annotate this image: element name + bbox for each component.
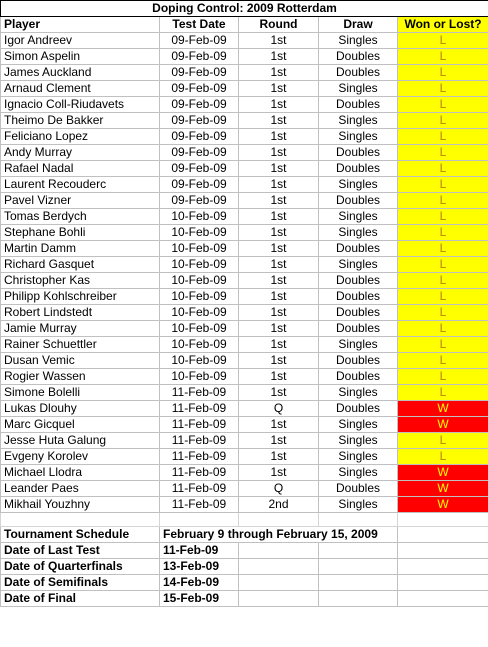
draw-cell[interactable]: Doubles: [319, 193, 398, 209]
round-cell[interactable]: 1st: [239, 289, 319, 305]
table-row: [1, 225, 488, 241]
draw-cell[interactable]: Doubles: [319, 481, 398, 497]
result-cell[interactable]: L: [398, 113, 488, 129]
draw-cell[interactable]: Doubles: [319, 305, 398, 321]
draw-cell[interactable]: Singles: [319, 177, 398, 193]
table-row: [1, 129, 488, 145]
test-date-cell[interactable]: 09-Feb-09: [160, 193, 239, 209]
player-cell[interactable]: Andy Murray: [1, 145, 160, 161]
result-cell[interactable]: L: [398, 33, 488, 49]
result-cell[interactable]: L: [398, 369, 488, 385]
test-date-cell[interactable]: 10-Feb-09: [160, 273, 239, 289]
table-row: [1, 305, 488, 321]
empty-cell[interactable]: [319, 559, 398, 575]
draw-cell[interactable]: Singles: [319, 433, 398, 449]
test-date-cell[interactable]: 11-Feb-09: [160, 401, 239, 417]
draw-cell[interactable]: Singles: [319, 337, 398, 353]
table-row: [1, 465, 488, 481]
test-date-cell[interactable]: 10-Feb-09: [160, 225, 239, 241]
table-row: [1, 497, 488, 513]
draw-cell[interactable]: Doubles: [319, 369, 398, 385]
table-row: [1, 449, 488, 465]
empty-cell[interactable]: [239, 543, 319, 559]
table-row: [1, 289, 488, 305]
table-row: [1, 145, 488, 161]
result-cell[interactable]: L: [398, 257, 488, 273]
test-date-cell[interactable]: 11-Feb-09: [160, 433, 239, 449]
result-cell[interactable]: L: [398, 433, 488, 449]
round-cell[interactable]: 1st: [239, 65, 319, 81]
round-cell[interactable]: 1st: [239, 33, 319, 49]
test-date-cell[interactable]: 09-Feb-09: [160, 97, 239, 113]
result-cell[interactable]: L: [398, 449, 488, 465]
player-cell[interactable]: Pavel Vizner: [1, 193, 160, 209]
round-cell[interactable]: 1st: [239, 241, 319, 257]
result-cell[interactable]: L: [398, 273, 488, 289]
player-cell[interactable]: Philipp Kohlschreiber: [1, 289, 160, 305]
round-cell[interactable]: 1st: [239, 193, 319, 209]
empty-cell[interactable]: [239, 513, 319, 527]
header-row: [1, 17, 488, 33]
draw-cell[interactable]: Doubles: [319, 321, 398, 337]
test-date-cell[interactable]: 10-Feb-09: [160, 305, 239, 321]
table-row: [1, 161, 488, 177]
draw-cell[interactable]: Singles: [319, 465, 398, 481]
schedule-row: [1, 543, 488, 559]
result-cell[interactable]: L: [398, 241, 488, 257]
round-cell[interactable]: 1st: [239, 97, 319, 113]
schedule-value[interactable]: 13-Feb-09: [160, 559, 239, 575]
draw-cell[interactable]: Doubles: [319, 161, 398, 177]
empty-cell[interactable]: [398, 559, 488, 575]
round-cell[interactable]: 1st: [239, 353, 319, 369]
table-row: [1, 417, 488, 433]
test-date-cell[interactable]: 11-Feb-09: [160, 449, 239, 465]
result-cell[interactable]: L: [398, 177, 488, 193]
test-date-cell[interactable]: 09-Feb-09: [160, 145, 239, 161]
table-row: [1, 81, 488, 97]
schedule-label[interactable]: Date of Quarterfinals: [1, 559, 160, 575]
test-date-cell[interactable]: 09-Feb-09: [160, 113, 239, 129]
player-cell[interactable]: Michael Llodra: [1, 465, 160, 481]
empty-cell[interactable]: [239, 559, 319, 575]
draw-cell[interactable]: Singles: [319, 497, 398, 513]
result-cell[interactable]: L: [398, 353, 488, 369]
draw-cell[interactable]: Singles: [319, 225, 398, 241]
draw-cell[interactable]: Doubles: [319, 241, 398, 257]
schedule-label[interactable]: Date of Last Test: [1, 543, 160, 559]
empty-cell[interactable]: [398, 513, 488, 527]
round-cell[interactable]: 2nd: [239, 497, 319, 513]
result-cell[interactable]: L: [398, 305, 488, 321]
test-date-cell[interactable]: 09-Feb-09: [160, 177, 239, 193]
schedule-label[interactable]: Tournament Schedule: [1, 527, 160, 543]
empty-cell[interactable]: [319, 513, 398, 527]
empty-cell[interactable]: [398, 575, 488, 591]
draw-cell[interactable]: Doubles: [319, 289, 398, 305]
result-cell[interactable]: L: [398, 193, 488, 209]
round-cell[interactable]: 1st: [239, 385, 319, 401]
test-date-cell[interactable]: 10-Feb-09: [160, 209, 239, 225]
test-date-cell[interactable]: 09-Feb-09: [160, 161, 239, 177]
table-row: [1, 433, 488, 449]
test-date-cell[interactable]: 10-Feb-09: [160, 369, 239, 385]
sheet-title[interactable]: Doping Control: 2009 Rotterdam: [1, 1, 488, 17]
result-cell[interactable]: W: [398, 465, 488, 481]
player-cell[interactable]: Jamie Murray: [1, 321, 160, 337]
table-row: [1, 49, 488, 65]
test-date-cell[interactable]: 09-Feb-09: [160, 129, 239, 145]
test-date-cell[interactable]: 11-Feb-09: [160, 385, 239, 401]
round-cell[interactable]: 1st: [239, 145, 319, 161]
player-cell[interactable]: Simon Aspelin: [1, 49, 160, 65]
round-cell[interactable]: 1st: [239, 449, 319, 465]
round-cell[interactable]: 1st: [239, 369, 319, 385]
schedule-value[interactable]: 14-Feb-09: [160, 575, 239, 591]
empty-cell[interactable]: [239, 591, 319, 607]
player-cell[interactable]: Rogier Wassen: [1, 369, 160, 385]
schedule-value[interactable]: February 9 through February 15, 2009: [160, 527, 398, 543]
header-draw[interactable]: Draw: [319, 17, 398, 33]
result-cell[interactable]: L: [398, 225, 488, 241]
player-cell[interactable]: Ignacio Coll-Riudavets: [1, 97, 160, 113]
result-cell[interactable]: W: [398, 401, 488, 417]
table-row: [1, 97, 488, 113]
result-cell[interactable]: W: [398, 481, 488, 497]
table-row: [1, 385, 488, 401]
table-row: [1, 369, 488, 385]
player-cell[interactable]: Tomas Berdych: [1, 209, 160, 225]
round-cell[interactable]: Q: [239, 401, 319, 417]
player-cell[interactable]: Christopher Kas: [1, 273, 160, 289]
header-won-or-lost[interactable]: Won or Lost?: [398, 17, 488, 33]
player-cell[interactable]: Arnaud Clement: [1, 81, 160, 97]
draw-cell[interactable]: Singles: [319, 113, 398, 129]
table-row: [1, 209, 488, 225]
test-date-cell[interactable]: 10-Feb-09: [160, 289, 239, 305]
round-cell[interactable]: 1st: [239, 177, 319, 193]
draw-cell[interactable]: Doubles: [319, 145, 398, 161]
empty-cell[interactable]: [319, 543, 398, 559]
table-row: [1, 257, 488, 273]
spacer-row: [1, 513, 488, 527]
player-cell[interactable]: Mikhail Youzhny: [1, 497, 160, 513]
table-row: [1, 177, 488, 193]
player-cell[interactable]: Dusan Vemic: [1, 353, 160, 369]
empty-cell[interactable]: [160, 513, 239, 527]
round-cell[interactable]: 1st: [239, 321, 319, 337]
round-cell[interactable]: 1st: [239, 225, 319, 241]
schedule-label[interactable]: Date of Semifinals: [1, 575, 160, 591]
draw-cell[interactable]: Singles: [319, 129, 398, 145]
schedule-label[interactable]: Date of Final: [1, 591, 160, 607]
player-cell[interactable]: Robert Lindstedt: [1, 305, 160, 321]
result-cell[interactable]: L: [398, 65, 488, 81]
test-date-cell[interactable]: 10-Feb-09: [160, 257, 239, 273]
round-cell[interactable]: 1st: [239, 113, 319, 129]
header-round[interactable]: Round: [239, 17, 319, 33]
player-cell[interactable]: Laurent Recouderc: [1, 177, 160, 193]
test-date-cell[interactable]: 09-Feb-09: [160, 33, 239, 49]
draw-cell[interactable]: Singles: [319, 385, 398, 401]
result-cell[interactable]: L: [398, 209, 488, 225]
schedule-row: [1, 575, 488, 591]
table-row: [1, 273, 488, 289]
test-date-cell[interactable]: 10-Feb-09: [160, 321, 239, 337]
empty-cell[interactable]: [398, 591, 488, 607]
round-cell[interactable]: 1st: [239, 273, 319, 289]
draw-cell[interactable]: Singles: [319, 209, 398, 225]
empty-cell[interactable]: [239, 575, 319, 591]
schedule-row: [1, 591, 488, 607]
round-cell[interactable]: 1st: [239, 209, 319, 225]
draw-cell[interactable]: Singles: [319, 417, 398, 433]
table-row: [1, 193, 488, 209]
result-cell[interactable]: L: [398, 161, 488, 177]
draw-cell[interactable]: Doubles: [319, 65, 398, 81]
test-date-cell[interactable]: 11-Feb-09: [160, 497, 239, 513]
test-date-cell[interactable]: 10-Feb-09: [160, 241, 239, 257]
table-row: [1, 337, 488, 353]
result-cell[interactable]: L: [398, 129, 488, 145]
test-date-cell[interactable]: 09-Feb-09: [160, 49, 239, 65]
empty-cell[interactable]: [319, 591, 398, 607]
result-cell[interactable]: L: [398, 97, 488, 113]
player-cell[interactable]: Richard Gasquet: [1, 257, 160, 273]
round-cell[interactable]: 1st: [239, 337, 319, 353]
round-cell[interactable]: 1st: [239, 49, 319, 65]
schedule-value[interactable]: 11-Feb-09: [160, 543, 239, 559]
player-cell[interactable]: Martin Damm: [1, 241, 160, 257]
player-cell[interactable]: Evgeny Korolev: [1, 449, 160, 465]
draw-cell[interactable]: Doubles: [319, 273, 398, 289]
test-date-cell[interactable]: 09-Feb-09: [160, 81, 239, 97]
empty-cell[interactable]: [1, 513, 160, 527]
player-cell[interactable]: Stephane Bohli: [1, 225, 160, 241]
round-cell[interactable]: Q: [239, 481, 319, 497]
player-cell[interactable]: Simone Bolelli: [1, 385, 160, 401]
result-cell[interactable]: L: [398, 385, 488, 401]
empty-cell[interactable]: [319, 575, 398, 591]
test-date-cell[interactable]: 11-Feb-09: [160, 481, 239, 497]
player-cell[interactable]: Leander Paes: [1, 481, 160, 497]
player-cell[interactable]: Rainer Schuettler: [1, 337, 160, 353]
round-cell[interactable]: 1st: [239, 433, 319, 449]
test-date-cell[interactable]: 11-Feb-09: [160, 465, 239, 481]
test-date-cell[interactable]: 09-Feb-09: [160, 65, 239, 81]
round-cell[interactable]: 1st: [239, 129, 319, 145]
result-cell[interactable]: W: [398, 417, 488, 433]
round-cell[interactable]: 1st: [239, 81, 319, 97]
schedule-value[interactable]: 15-Feb-09: [160, 591, 239, 607]
table-row: [1, 401, 488, 417]
schedule-row: [1, 559, 488, 575]
player-cell[interactable]: Igor Andreev: [1, 33, 160, 49]
result-cell[interactable]: L: [398, 337, 488, 353]
player-cell[interactable]: Jesse Huta Galung: [1, 433, 160, 449]
header-player[interactable]: Player: [1, 17, 160, 33]
round-cell[interactable]: 1st: [239, 417, 319, 433]
draw-cell[interactable]: Doubles: [319, 49, 398, 65]
test-date-cell[interactable]: 10-Feb-09: [160, 337, 239, 353]
table-row: [1, 353, 488, 369]
draw-cell[interactable]: Singles: [319, 33, 398, 49]
title-row: [1, 1, 488, 17]
table-row: [1, 241, 488, 257]
player-cell[interactable]: Marc Gicquel: [1, 417, 160, 433]
draw-cell[interactable]: Doubles: [319, 401, 398, 417]
result-cell[interactable]: L: [398, 49, 488, 65]
player-cell[interactable]: Lukas Dlouhy: [1, 401, 160, 417]
table-row: [1, 481, 488, 497]
round-cell[interactable]: 1st: [239, 465, 319, 481]
player-cell[interactable]: Feliciano Lopez: [1, 129, 160, 145]
draw-cell[interactable]: Singles: [319, 257, 398, 273]
empty-cell[interactable]: [398, 527, 488, 543]
player-cell[interactable]: Theimo De Bakker: [1, 113, 160, 129]
round-cell[interactable]: 1st: [239, 305, 319, 321]
round-cell[interactable]: 1st: [239, 161, 319, 177]
draw-cell[interactable]: Singles: [319, 81, 398, 97]
player-cell[interactable]: Rafael Nadal: [1, 161, 160, 177]
test-date-cell[interactable]: 11-Feb-09: [160, 417, 239, 433]
test-date-cell[interactable]: 10-Feb-09: [160, 353, 239, 369]
table-row: [1, 321, 488, 337]
empty-cell[interactable]: [398, 543, 488, 559]
result-cell[interactable]: L: [398, 145, 488, 161]
draw-cell[interactable]: Doubles: [319, 97, 398, 113]
table-row: [1, 113, 488, 129]
result-cell[interactable]: L: [398, 321, 488, 337]
result-cell[interactable]: W: [398, 497, 488, 513]
result-cell[interactable]: L: [398, 81, 488, 97]
draw-cell[interactable]: Singles: [319, 449, 398, 465]
result-cell[interactable]: L: [398, 289, 488, 305]
player-cell[interactable]: James Auckland: [1, 65, 160, 81]
header-test-date[interactable]: Test Date: [160, 17, 239, 33]
draw-cell[interactable]: Doubles: [319, 353, 398, 369]
table-row: [1, 33, 488, 49]
table-row: [1, 65, 488, 81]
round-cell[interactable]: 1st: [239, 257, 319, 273]
schedule-row: [1, 527, 488, 543]
